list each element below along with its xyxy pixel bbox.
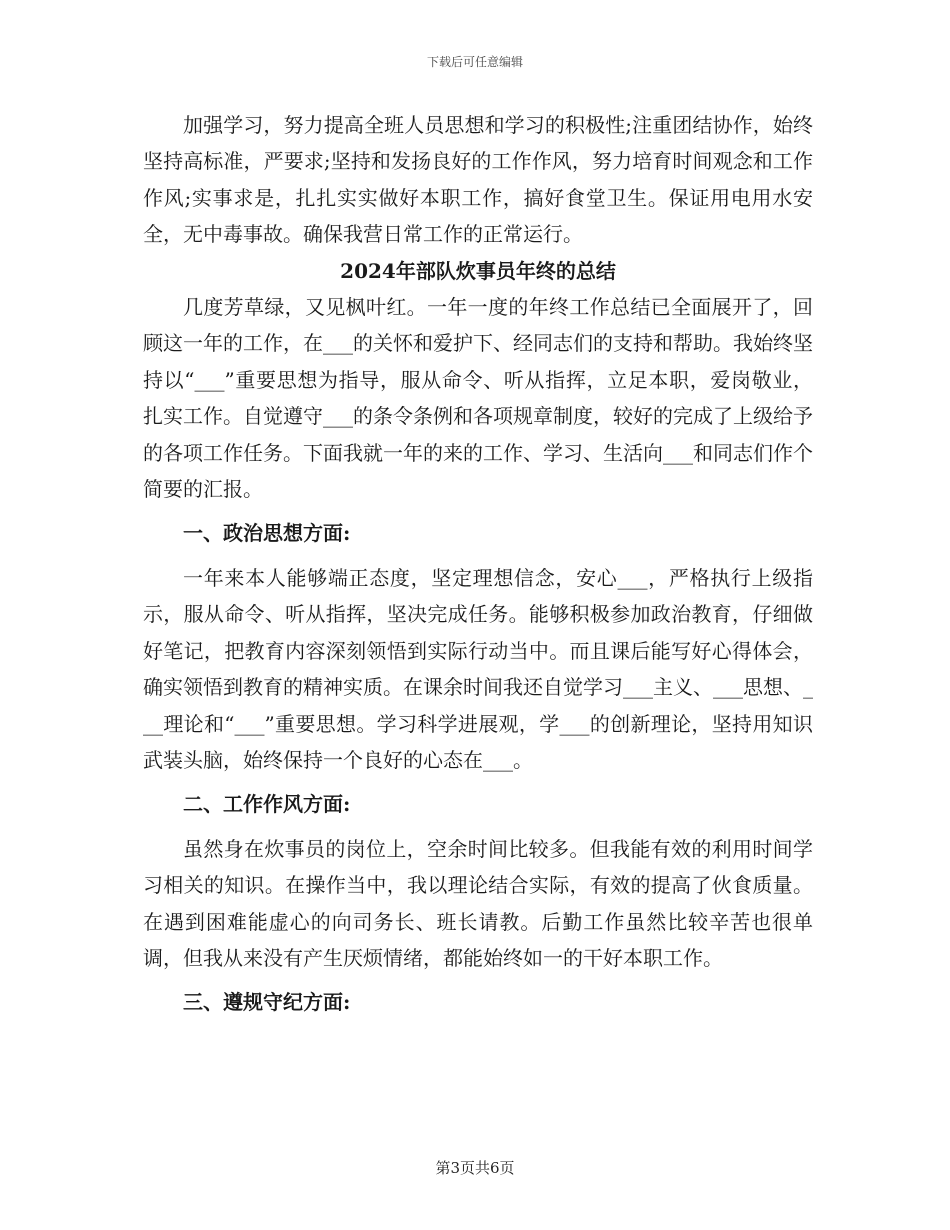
section-body-politics: 一年来本人能够端正态度，坚定理想信念，安心___，严格执行上级指示，服从命令、听从指挥，坚决完成任务。能够积极参加政治教育，仔细做好笔记，把教育内容深刻领悟到实际行动当中。而且课后能写好心得体会，确实领悟到教育的精神实质。在课余时间我还自觉学习___主义、___思想、___理论和“___”重要思想。学习科学进展观，学___的创新理论，坚持用知识武装头脑，始终保持一个良好的心态在___。	[143, 565, 813, 772]
page-number: 第3页共6页	[435, 1159, 515, 1177]
document-title: 2024年部队炊事员年终的总结	[340, 258, 616, 283]
intro-paragraph: 加强学习，努力提高全班人员思想和学习的积极性;注重团结协作，始终坚持高标准，严要求;坚持和发扬良好的工作作风，努力培育时间观念和工作作风;实事求是，扎扎实实做好本职工作，搞好食堂卫生。保证用电用水安全，无中毒事故。确保我营日常工作的正常运行。	[143, 113, 813, 247]
section-heading-discipline: 三、遵规守纪方面:	[183, 990, 351, 1015]
section-body-work-style: 虽然身在炊事员的岗位上，空余时间比较多。但我能有效的利用时间学习相关的知识。在操作当中，我以理论结合实际，有效的提高了伙食质量。在遇到困难能虚心的向司务长、班长请教。后勤工作虽然比较辛苦也很单调，但我从来没有产生厌烦情绪，都能始终如一的干好本职工作。	[143, 836, 813, 970]
page-header-note: 下载后可任意编辑	[426, 55, 523, 69]
document-body	[143, 107, 813, 1029]
section-heading-work-style: 二、工作作风方面:	[183, 792, 351, 817]
opening-paragraph: 几度芳草绿，又见枫叶红。一年一度的年终工作总结已全面展开了，回顾这一年的工作，在___的关怀和爱护下、经同志们的支持和帮助。我始终坚持以“___”重要思想为指导，服从命令、听从指挥，立足本职，爱岗敬业，扎实工作。自觉遵守___的条令条例和各项规章制度，较好的完成了上级给予的各项工作任务。下面我就一年的来的工作、学习、生活向___和同志们作个简要的汇报。	[143, 295, 813, 502]
section-heading-politics: 一、政治思想方面:	[183, 521, 351, 546]
